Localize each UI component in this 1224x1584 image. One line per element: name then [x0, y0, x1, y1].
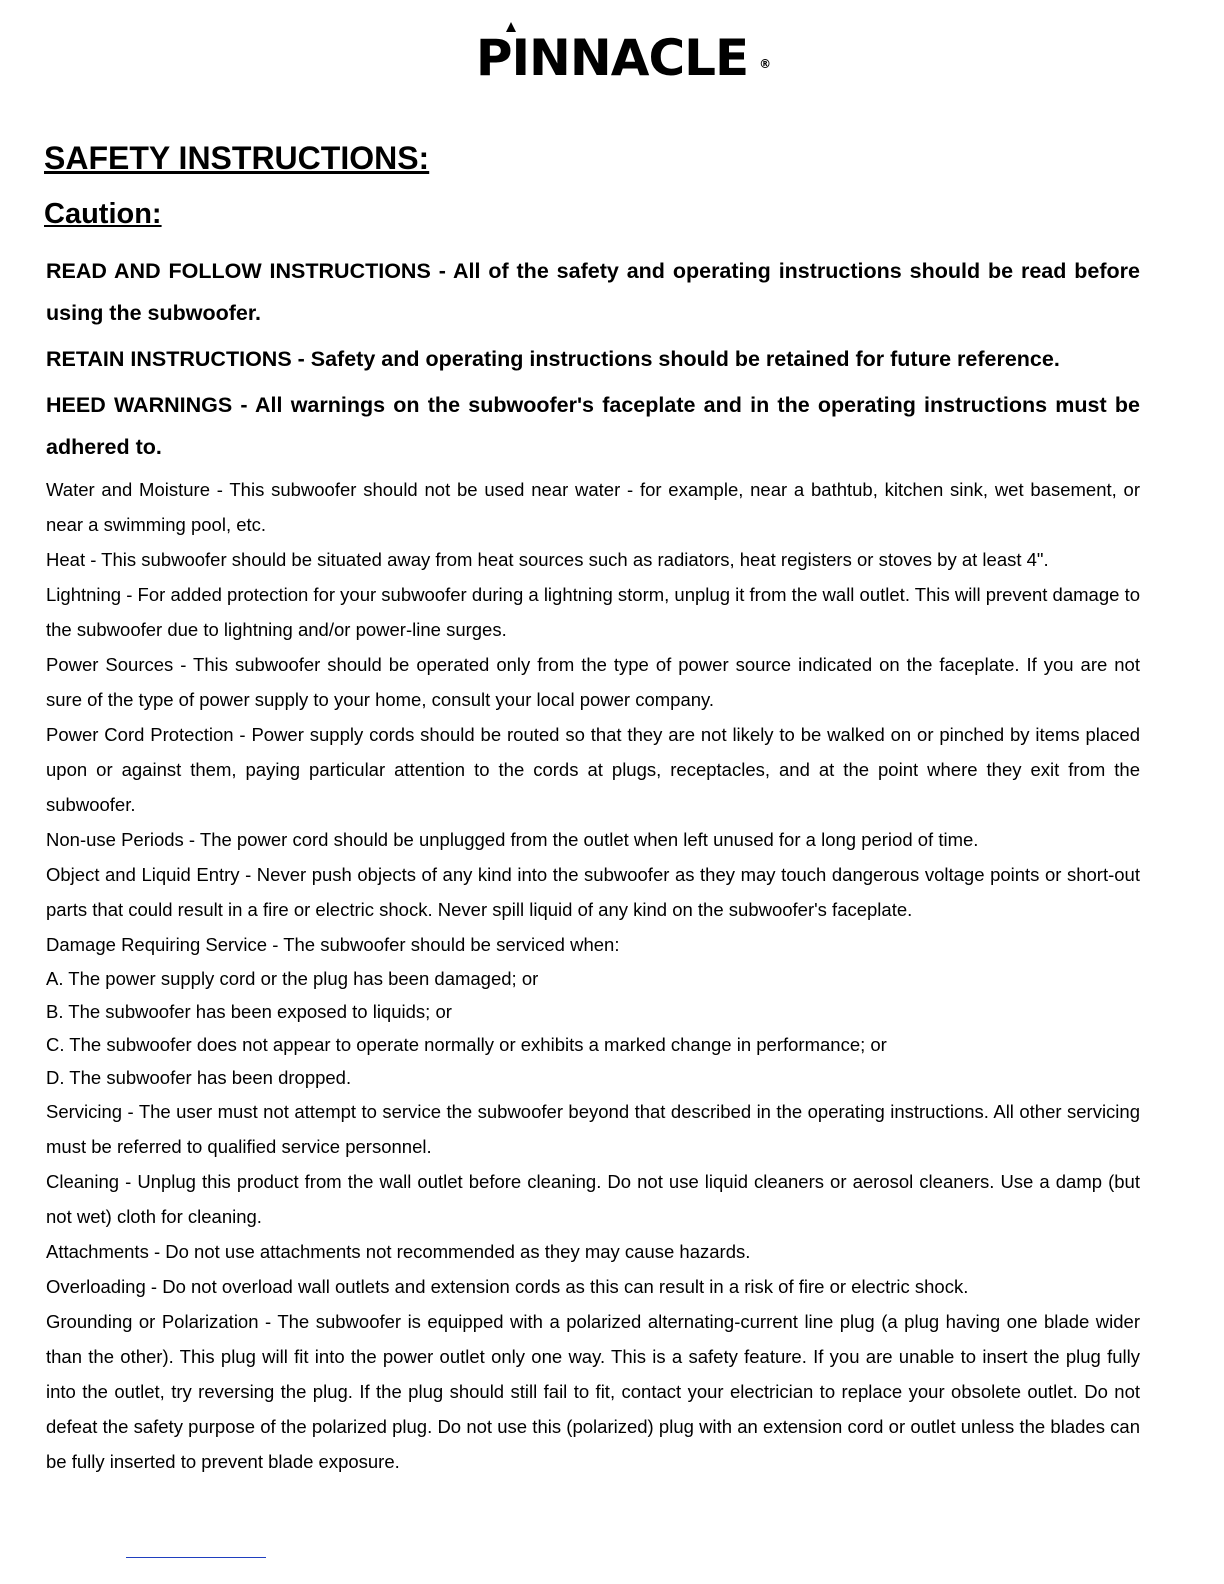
instruction-power-cord: Power Cord Protection - Power supply cords should be routed so that they are not likely to be walked on or pinched by items placed upon or against them, paying particular attention to the cords at plugs, receptacles, and at the point where they exit from the subwoofer.	[46, 724, 1140, 815]
brand-logo	[0, 28, 1224, 88]
instruction-read-follow: READ AND FOLLOW INSTRUCTIONS - All of the safety and operating instructions should be read before using the subwoofer.	[46, 259, 1140, 325]
instructions-body	[46, 250, 1140, 1479]
page-title: SAFETY INSTRUCTIONS:	[44, 140, 430, 176]
service-condition-d: D. The subwoofer has been dropped.	[46, 1067, 352, 1088]
instruction-heed-warnings: HEED WARNINGS - All warnings on the subwoofer's faceplate and in the operating instructions must be adhered to.	[46, 393, 1140, 459]
instruction-overloading: Overloading - Do not overload wall outlets and extension cords as this can result in a risk of fire or electric shock.	[46, 1276, 969, 1297]
logo-wordmark	[475, 28, 771, 88]
footnote-divider	[126, 1557, 266, 1558]
service-condition-c: C. The subwoofer does not appear to operate normally or exhibits a marked change in performance; or	[46, 1034, 887, 1055]
service-condition-b: B. The subwoofer has been exposed to liquids; or	[46, 1001, 452, 1022]
caution-heading: Caution:	[44, 198, 162, 230]
instruction-attachments: Attachments - Do not use attachments not recommended as they may cause hazards.	[46, 1241, 751, 1262]
instruction-cleaning: Cleaning - Unplug this product from the wall outlet before cleaning. Do not use liquid cleaners or aerosol cleaners. Use a damp (but not wet) cloth for cleaning.	[46, 1171, 1140, 1227]
logo-text: PINNACLE	[475, 29, 749, 87]
instruction-object-liquid: Object and Liquid Entry - Never push objects of any kind into the subwoofer as they may touch dangerous voltage points or short-out parts that could result in a fire or electric shock. Never spill liquid of any kind on the subwoofer's faceplate.	[46, 864, 1140, 920]
instruction-heat: Heat - This subwoofer should be situated away from heat sources such as radiators, heat registers or stoves by at least 4".	[46, 549, 1049, 570]
instruction-lightning: Lightning - For added protection for your subwoofer during a lightning storm, unplug it from the wall outlet. This will prevent damage to the subwoofer due to lightning and/or power-line surges.	[46, 584, 1140, 640]
registered-mark: ®	[759, 57, 771, 71]
instruction-power-sources: Power Sources - This subwoofer should be operated only from the type of power source indicated on the faceplate. If you are not sure of the type of power supply to your home, consult your local power company.	[46, 654, 1140, 710]
instruction-servicing: Servicing - The user must not attempt to service the subwoofer beyond that described in the operating instructions. All other servicing must be referred to qualified service personnel.	[46, 1101, 1140, 1157]
instruction-retain: RETAIN INSTRUCTIONS - Safety and operating instructions should be retained for future reference.	[46, 347, 1060, 371]
service-condition-a: A. The power supply cord or the plug has been damaged; or	[46, 968, 539, 989]
instruction-water-moisture: Water and Moisture - This subwoofer should not be used near water - for example, near a bathtub, kitchen sink, wet basement, or near a swimming pool, etc.	[46, 479, 1140, 535]
instruction-damage-service: Damage Requiring Service - The subwoofer should be serviced when:	[46, 934, 620, 955]
instruction-non-use: Non-use Periods - The power cord should be unplugged from the outlet when left unused for a long period of time.	[46, 829, 979, 850]
instruction-grounding: Grounding or Polarization - The subwoofer is equipped with a polarized alternating-current line plug (a plug having one blade wider than the other). This plug will fit into the power outlet only one way. This is a safety feature. If you are unable to insert the plug fully into the outlet, try reversing the plug. If the plug should still fail to fit, contact your electrician to replace your obsolete outlet. Do not defeat the safety purpose of the polarized plug. Do not use this (polarized) plug with an extension cord or outlet unless the blades can be fully inserted to prevent blade exposure.	[46, 1311, 1140, 1472]
logo-triangle-icon	[506, 22, 516, 32]
